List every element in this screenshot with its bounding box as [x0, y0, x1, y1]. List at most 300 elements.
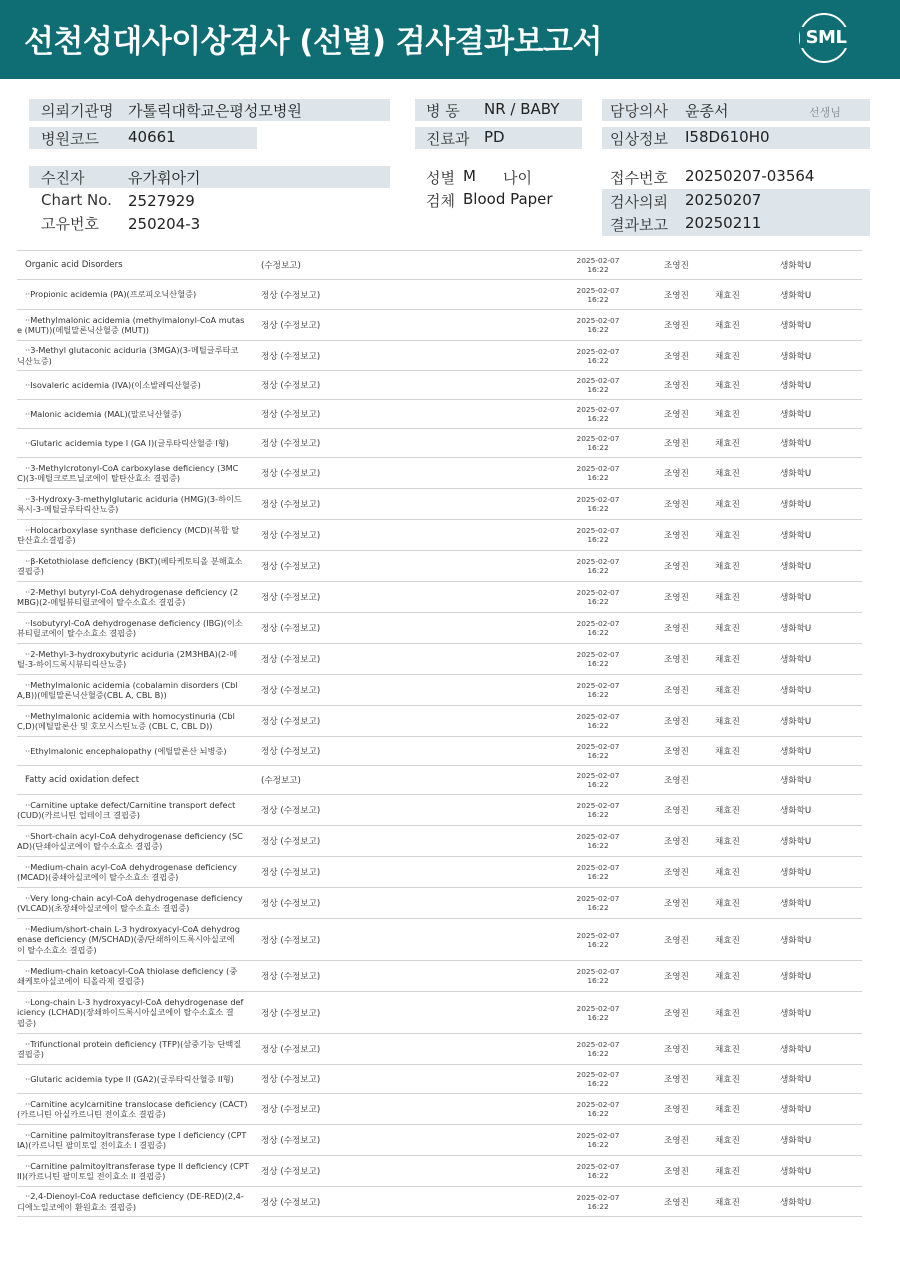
- result-date: 2025-02-07: [576, 967, 620, 976]
- lab-department: 생화학U: [780, 1167, 812, 1177]
- test-name-line: 쇄케토아실코에이 티올라제 결핍증): [17, 976, 145, 986]
- test-name-line: 틸-3-하이드록시뷰티릭산뇨증): [17, 659, 127, 669]
- result-time: 16:22: [587, 1079, 609, 1088]
- result-time: 16:22: [587, 1140, 609, 1149]
- test-name-line: (CUD)(카르니틴 업테이크 결핍증): [17, 810, 140, 820]
- hospital-code-label: 병원코드: [41, 130, 99, 148]
- result-time: 16:22: [587, 414, 609, 423]
- result-value: 정상 (수정보고): [261, 290, 321, 301]
- result-datetime: [567, 1156, 629, 1186]
- result-time: 16:22: [587, 690, 609, 699]
- lab-department: 생화학U: [780, 261, 812, 271]
- test-name: [17, 1125, 255, 1155]
- result-time: 16:22: [587, 976, 609, 985]
- result-datetime: [567, 458, 629, 488]
- test-name: [17, 310, 255, 340]
- institution-value: 가톨릭대학교은평성모병원: [128, 102, 302, 120]
- result-time: 16:22: [587, 939, 609, 949]
- table-row: [17, 279, 862, 309]
- lab-department: 생화학U: [780, 776, 812, 786]
- institution-label: 의뢰기관명: [41, 102, 114, 120]
- result-value: 정상 (수정보고): [261, 806, 321, 816]
- result-value: 정상 (수정보고): [261, 972, 321, 982]
- table-row: [17, 705, 862, 736]
- result-datetime: [567, 341, 629, 370]
- lab-department: 생화학U: [780, 593, 812, 603]
- verifier-name: 조영진: [664, 469, 689, 479]
- result-value: 정상 (수정보고): [261, 351, 321, 362]
- verifier-name: 조영진: [664, 717, 689, 727]
- result-date: 2025-02-07: [576, 1100, 620, 1109]
- test-name-line: 디에노일코에이 환원효소 결핍증): [17, 1201, 137, 1212]
- collector-name: 채효진: [715, 439, 740, 449]
- collector-name: 채효진: [715, 1105, 740, 1115]
- result-date: 2025-02-07: [576, 1192, 620, 1202]
- table-row: [17, 856, 862, 887]
- test-name-line: Organic acid Disorders: [25, 259, 123, 270]
- result-date: 2025-02-07: [576, 863, 620, 872]
- result-time: 16:22: [587, 780, 609, 789]
- result-time: 16:22: [587, 1171, 609, 1180]
- result-datetime: [567, 371, 629, 399]
- test-name: [17, 961, 255, 991]
- lab-department: 생화학U: [780, 1008, 812, 1019]
- result-date: 2025-02-07: [576, 405, 620, 414]
- result-value: 정상 (수정보고): [261, 717, 321, 727]
- result-time: 16:22: [587, 628, 609, 637]
- verifier-name: 조영진: [664, 837, 689, 847]
- test-name-line: 결핍증): [17, 1049, 44, 1059]
- result-date: 2025-02-07: [576, 832, 620, 841]
- result-value: 정상 (수정보고): [261, 531, 321, 541]
- result-date: 2025-02-07: [576, 588, 620, 597]
- result-datetime: [567, 961, 629, 991]
- test-name: [17, 251, 263, 279]
- lab-department: 생화학U: [780, 935, 812, 946]
- collector-name: 채효진: [715, 593, 740, 603]
- test-name-line: 뷰티릴코에이 탈수소효소 결핍증): [17, 628, 137, 638]
- verifier-name: 조영진: [664, 1075, 689, 1085]
- test-name-line: ··Medium-chain ketoacyl-CoA thiolase deficiency (중: [25, 965, 238, 976]
- verifier-name: 조영진: [664, 776, 689, 786]
- test-name-line: ··3-Methyl glutaconic aciduria (3MGA)(3-메틸글루타코: [25, 345, 239, 355]
- result-datetime: [567, 582, 629, 612]
- result-value: 정상 (수정보고): [261, 469, 321, 479]
- lab-department: 생화학U: [780, 1197, 812, 1208]
- result-date: 2025-02-07: [576, 495, 620, 504]
- lab-department: 생화학U: [780, 410, 812, 420]
- doctor-label: 담당의사: [610, 102, 668, 120]
- specimen-value: Blood Paper: [463, 190, 553, 208]
- table-row: [17, 918, 862, 960]
- request-value: 20250207: [685, 191, 762, 209]
- test-name-line: ··Methylmalonic acidemia with homocystinuria (Cbl: [25, 710, 235, 721]
- verifier-name: 조영진: [664, 747, 689, 757]
- lab-department: 생화학U: [780, 868, 812, 878]
- result-value: 정상 (수정보고): [261, 410, 321, 420]
- result-time: 16:22: [587, 1201, 609, 1211]
- test-name: [17, 551, 255, 581]
- lab-department: 생화학U: [780, 469, 812, 479]
- test-name: [17, 795, 255, 825]
- result-time: 16:22: [587, 903, 609, 912]
- verifier-name: 조영진: [664, 1008, 689, 1019]
- result-value: (수정보고): [261, 261, 301, 271]
- collector-name: 채효진: [715, 717, 740, 727]
- result-datetime: [567, 251, 629, 279]
- collector-name: 채효진: [715, 1197, 740, 1208]
- result-date: 2025-02-07: [576, 557, 620, 566]
- lab-department: 생화학U: [780, 972, 812, 982]
- receipt-label: 접수번호: [610, 169, 668, 187]
- result-time: 16:22: [587, 443, 609, 452]
- verifier-name: 조영진: [664, 1136, 689, 1146]
- result-value: 정상 (수정보고): [261, 381, 321, 391]
- result-time: 16:22: [587, 751, 609, 760]
- verifier-name: 조영진: [664, 655, 689, 665]
- doctor-suffix: 선생님: [809, 106, 841, 119]
- result-time: 16:22: [587, 810, 609, 819]
- result-datetime: [567, 1125, 629, 1155]
- collector-name: 채효진: [715, 686, 740, 696]
- dept-value: PD: [484, 128, 505, 146]
- result-value: 정상 (수정보고): [261, 624, 321, 634]
- result-value: 정상 (수정보고): [261, 1075, 321, 1085]
- verifier-name: 조영진: [664, 593, 689, 603]
- lab-department: 생화학U: [780, 806, 812, 816]
- table-row: [17, 887, 862, 918]
- test-name-line: ··2,4-Dienoyl-CoA reductase deficiency (DE-RED)(2,4-: [25, 1191, 244, 1201]
- test-name-line: ··β-Ketothiolase deficiency (BKT)(베타케토티올 분해효소: [25, 555, 243, 566]
- result-value: 정상 (수정보고): [261, 1197, 321, 1208]
- collector-name: 채효진: [715, 806, 740, 816]
- result-datetime: [567, 280, 629, 309]
- test-name-line: 탄산효소결핍증): [17, 535, 76, 545]
- result-date: 2025-02-07: [576, 930, 620, 940]
- test-name-line: AD)(단쇄아실코에이 탈수소효소 결핍증): [17, 841, 163, 851]
- test-name-line: ··Ethylmalonic encephalopathy (에틸말론산 뇌병증): [25, 745, 227, 756]
- lab-department: 생화학U: [780, 381, 812, 391]
- sex-label: 성별: [426, 169, 455, 187]
- result-datetime: [567, 1094, 629, 1124]
- test-name-line: ··Carnitine palmitoyltransferase type II deficiency (CPT: [25, 1160, 249, 1171]
- report-value: 20250211: [685, 214, 762, 232]
- test-name: [17, 520, 255, 550]
- test-name: [17, 371, 255, 399]
- test-name-line: ··Medium/short-chain L-3 hydroxyacyl-CoA dehydrog: [25, 923, 240, 934]
- result-time: 16:22: [587, 355, 609, 365]
- test-name-line: ··Carnitine acylcarnitine translocase deficiency (CACT): [25, 1098, 248, 1109]
- collector-name: 채효진: [715, 1075, 740, 1085]
- test-name: [17, 458, 255, 488]
- verifier-name: 조영진: [664, 290, 689, 301]
- table-row: [17, 643, 862, 674]
- test-name-line: Fatty acid oxidation defect: [25, 774, 140, 785]
- result-value: 정상 (수정보고): [261, 935, 321, 946]
- table-row: [17, 1124, 862, 1155]
- result-value: (수정보고): [261, 776, 301, 786]
- sex-value: M: [463, 167, 476, 185]
- collector-name: 채효진: [715, 899, 740, 909]
- result-datetime: [567, 706, 629, 736]
- clinical-value: I58D610H0: [685, 128, 770, 146]
- result-date: 2025-02-07: [576, 346, 620, 356]
- result-value: 정상 (수정보고): [261, 500, 321, 510]
- test-name-line: ··Methylmalonic acidemia (methylmalonyl-CoA mutas: [25, 314, 245, 325]
- result-datetime: [567, 644, 629, 674]
- lab-department: 생화학U: [780, 290, 812, 301]
- result-datetime: [567, 489, 629, 519]
- result-value: 정상 (수정보고): [261, 655, 321, 665]
- verifier-name: 조영진: [664, 410, 689, 420]
- verifier-name: 조영진: [664, 899, 689, 909]
- result-date: 2025-02-07: [576, 619, 620, 628]
- test-name-line: (MCAD)(중쇄아실코에이 탈수소효소 결핍증): [17, 872, 179, 882]
- test-name: [17, 1187, 255, 1216]
- test-name-line: (VLCAD)(초장쇄아실코에이 탈수소효소 결핍증): [17, 903, 190, 913]
- test-name-line: 이 탈수소효소 결핍증): [17, 944, 97, 955]
- result-datetime: [567, 400, 629, 428]
- collector-name: 채효진: [715, 500, 740, 510]
- test-name-line: ··Isovaleric acidemia (IVA)(이소발레릭산혈증): [25, 379, 201, 390]
- verifier-name: 조영진: [664, 935, 689, 946]
- test-name: [17, 857, 255, 887]
- report-title: 선천성대사이상검사 (선별) 검사결과보고서: [24, 24, 602, 60]
- test-name: [17, 613, 255, 643]
- result-value: 정상 (수정보고): [261, 593, 321, 603]
- result-date: 2025-02-07: [576, 285, 620, 295]
- verifier-name: 조영진: [664, 381, 689, 391]
- result-date: 2025-02-07: [576, 316, 620, 325]
- test-name-line: (카르니틴 아실카르니틴 전이효소 결핍증): [17, 1109, 166, 1119]
- test-name-line: ··Holocarboxylase synthase deficiency (MCD)(복합 탈: [25, 524, 240, 535]
- result-date: 2025-02-07: [576, 801, 620, 810]
- verifier-name: 조영진: [664, 972, 689, 982]
- test-name-line: MBG)(2-메틸뷰티릴코에이 탈수소효소 결핍증): [17, 597, 186, 607]
- test-name-line: ··Carnitine uptake defect/Carnitine transport defect: [25, 799, 236, 810]
- test-name: [17, 675, 255, 705]
- result-time: 16:22: [587, 265, 609, 274]
- report-header: [0, 0, 900, 79]
- table-row: [17, 1155, 862, 1186]
- verifier-name: 조영진: [664, 500, 689, 510]
- hospital-code-value: 40661: [128, 128, 176, 146]
- result-date: 2025-02-07: [576, 1003, 620, 1013]
- test-name-line: ··Medium-chain acyl-CoA dehydrogenase deficiency: [25, 861, 237, 872]
- result-time: 16:22: [587, 535, 609, 544]
- lab-department: 생화학U: [780, 351, 812, 362]
- collector-name: 채효진: [715, 469, 740, 479]
- result-datetime: [567, 1187, 629, 1216]
- result-date: 2025-02-07: [576, 1070, 620, 1079]
- test-name-line: ··Isobutyryl-CoA dehydrogenase deficiency (IBG)(이소: [25, 617, 243, 628]
- verifier-name: 조영진: [664, 1105, 689, 1115]
- collector-name: 채효진: [715, 351, 740, 362]
- test-name: [17, 992, 255, 1033]
- ward-label: 병 동: [426, 102, 460, 120]
- patient-label: 수진자: [41, 169, 85, 187]
- verifier-name: 조영진: [664, 439, 689, 449]
- test-name: [17, 400, 255, 428]
- collector-name: 채효진: [715, 531, 740, 541]
- result-value: 정상 (수정보고): [261, 439, 321, 449]
- results-table: [17, 250, 862, 1217]
- result-value: 정상 (수정보고): [261, 1136, 321, 1146]
- chart-no-value: 2527929: [128, 192, 195, 210]
- test-name-line: ··Glutaric acidemia type II (GA2)(글루타릭산혈증 II형): [25, 1073, 234, 1084]
- table-row: [17, 1186, 862, 1217]
- result-datetime: [567, 1034, 629, 1064]
- result-date: 2025-02-07: [576, 256, 620, 265]
- test-name: [17, 737, 255, 765]
- test-name-line: ··Methylmalonic acidemia (cobalamin disorders (Cbl: [25, 679, 238, 690]
- verifier-name: 조영진: [664, 1045, 689, 1055]
- lab-department: 생화학U: [780, 624, 812, 634]
- verifier-name: 조영진: [664, 531, 689, 541]
- result-datetime: [567, 520, 629, 550]
- table-row: [17, 612, 862, 643]
- result-datetime: [567, 826, 629, 856]
- test-name-line: 결핍증): [17, 566, 44, 576]
- result-datetime: [567, 766, 629, 794]
- lab-department: 생화학U: [780, 899, 812, 909]
- lab-department: 생화학U: [780, 500, 812, 510]
- lab-department: 생화학U: [780, 655, 812, 665]
- verifier-name: 조영진: [664, 868, 689, 878]
- result-datetime: [567, 429, 629, 457]
- result-datetime: [567, 888, 629, 918]
- logo-text: SML: [800, 27, 852, 48]
- table-row: [17, 1093, 862, 1124]
- test-name-line: ··2-Methyl-3-hydroxybutyric aciduria (2M3HBA)(2-메: [25, 648, 238, 659]
- result-date: 2025-02-07: [576, 650, 620, 659]
- test-name: [17, 429, 255, 457]
- result-date: 2025-02-07: [576, 742, 620, 751]
- table-row: [17, 370, 862, 399]
- test-name: [17, 1156, 255, 1186]
- unique-no-label: 고유번호: [41, 215, 99, 233]
- table-row: [17, 457, 862, 488]
- result-value: 정상 (수정보고): [261, 868, 321, 878]
- verifier-name: 조영진: [664, 321, 689, 331]
- table-row: [17, 1064, 862, 1093]
- test-name-line: 핍증): [17, 1017, 37, 1028]
- collector-name: 채효진: [715, 655, 740, 665]
- table-row: [17, 765, 862, 794]
- table-row: [17, 488, 862, 519]
- verifier-name: 조영진: [664, 261, 689, 271]
- lab-department: 생화학U: [780, 837, 812, 847]
- ward-value: NR / BABY: [484, 100, 560, 118]
- result-value: 정상 (수정보고): [261, 321, 321, 331]
- table-row: [17, 825, 862, 856]
- collector-name: 채효진: [715, 1008, 740, 1019]
- test-name: [17, 341, 255, 370]
- result-time: 16:22: [587, 294, 609, 304]
- table-row: [17, 250, 862, 279]
- lab-department: 생화학U: [780, 717, 812, 727]
- test-name: [17, 766, 263, 794]
- report-label: 결과보고: [610, 216, 668, 234]
- table-row: [17, 550, 862, 581]
- collector-name: 채효진: [715, 1136, 740, 1146]
- table-row: [17, 1033, 862, 1064]
- lab-department: 생화학U: [780, 1045, 812, 1055]
- verifier-name: 조영진: [664, 624, 689, 634]
- lab-department: 생화학U: [780, 531, 812, 541]
- result-time: 16:22: [587, 872, 609, 881]
- result-datetime: [567, 1065, 629, 1093]
- table-row: [17, 736, 862, 765]
- result-date: 2025-02-07: [576, 771, 620, 780]
- result-time: 16:22: [587, 721, 609, 730]
- result-date: 2025-02-07: [576, 894, 620, 903]
- age-label: 나이: [503, 169, 532, 187]
- verifier-name: 조영진: [664, 1197, 689, 1208]
- result-value: 정상 (수정보고): [261, 747, 321, 757]
- test-name: [17, 826, 255, 856]
- result-time: 16:22: [587, 504, 609, 513]
- test-name: [17, 1034, 255, 1064]
- result-value: 정상 (수정보고): [261, 1105, 321, 1115]
- test-name: [17, 919, 255, 960]
- lab-department: 생화학U: [780, 439, 812, 449]
- test-name-line: ··3-Hydroxy-3-methylglutaric aciduria (HMG)(3-하이드: [25, 493, 242, 504]
- collector-name: 채효진: [715, 972, 740, 982]
- lab-department: 생화학U: [780, 1105, 812, 1115]
- result-date: 2025-02-07: [576, 1162, 620, 1171]
- result-datetime: [567, 992, 629, 1033]
- test-name-line: II)(카르니틴 팔미토일 전이효소 II 결핍증): [17, 1171, 166, 1181]
- result-time: 16:22: [587, 659, 609, 668]
- test-name-line: ··3-Methylcrotonyl-CoA carboxylase deficiency (3MC: [25, 462, 239, 473]
- result-datetime: [567, 737, 629, 765]
- collector-name: 채효진: [715, 747, 740, 757]
- test-name: [17, 1065, 255, 1093]
- sml-logo: [797, 13, 853, 65]
- specimen-label: 검체: [426, 192, 455, 210]
- test-name-line: enase deficiency (M/SCHAD)(중/단쇄하이드록시아실코에: [17, 934, 235, 945]
- test-name-line: ··Propionic acidemia (PA)(프로피오닉산혈증): [25, 289, 197, 300]
- collector-name: 채효진: [715, 935, 740, 946]
- result-value: 정상 (수정보고): [261, 1045, 321, 1055]
- result-datetime: [567, 857, 629, 887]
- result-datetime: [567, 675, 629, 705]
- collector-name: 채효진: [715, 290, 740, 301]
- result-time: 16:22: [587, 385, 609, 394]
- test-name: [17, 888, 255, 918]
- verifier-name: 조영진: [664, 562, 689, 572]
- table-row: [17, 991, 862, 1033]
- test-name-line: ··Carnitine palmitoyltransferase type I deficiency (CPT: [25, 1129, 247, 1140]
- result-value: 정상 (수정보고): [261, 1008, 321, 1019]
- test-name-line: ··Long-chain L-3 hydroxyacyl-CoA dehydrogenase def: [25, 996, 244, 1007]
- table-row: [17, 674, 862, 705]
- result-date: 2025-02-07: [576, 1040, 620, 1049]
- test-name-line: 닉산뇨증): [17, 355, 52, 366]
- test-name-line: IA)(카르니틴 팔미토일 전이효소 I 결핍증): [17, 1140, 167, 1150]
- result-datetime: [567, 919, 629, 960]
- result-value: 정상 (수정보고): [261, 562, 321, 572]
- test-name: [17, 582, 255, 612]
- test-name-line: e (MUT))(메틸말론닉산혈증 (MUT)): [17, 325, 149, 335]
- result-time: 16:22: [587, 1049, 609, 1058]
- result-time: 16:22: [587, 597, 609, 606]
- result-time: 16:22: [587, 473, 609, 482]
- table-row: [17, 340, 862, 370]
- result-time: 16:22: [587, 566, 609, 575]
- test-name: [17, 644, 255, 674]
